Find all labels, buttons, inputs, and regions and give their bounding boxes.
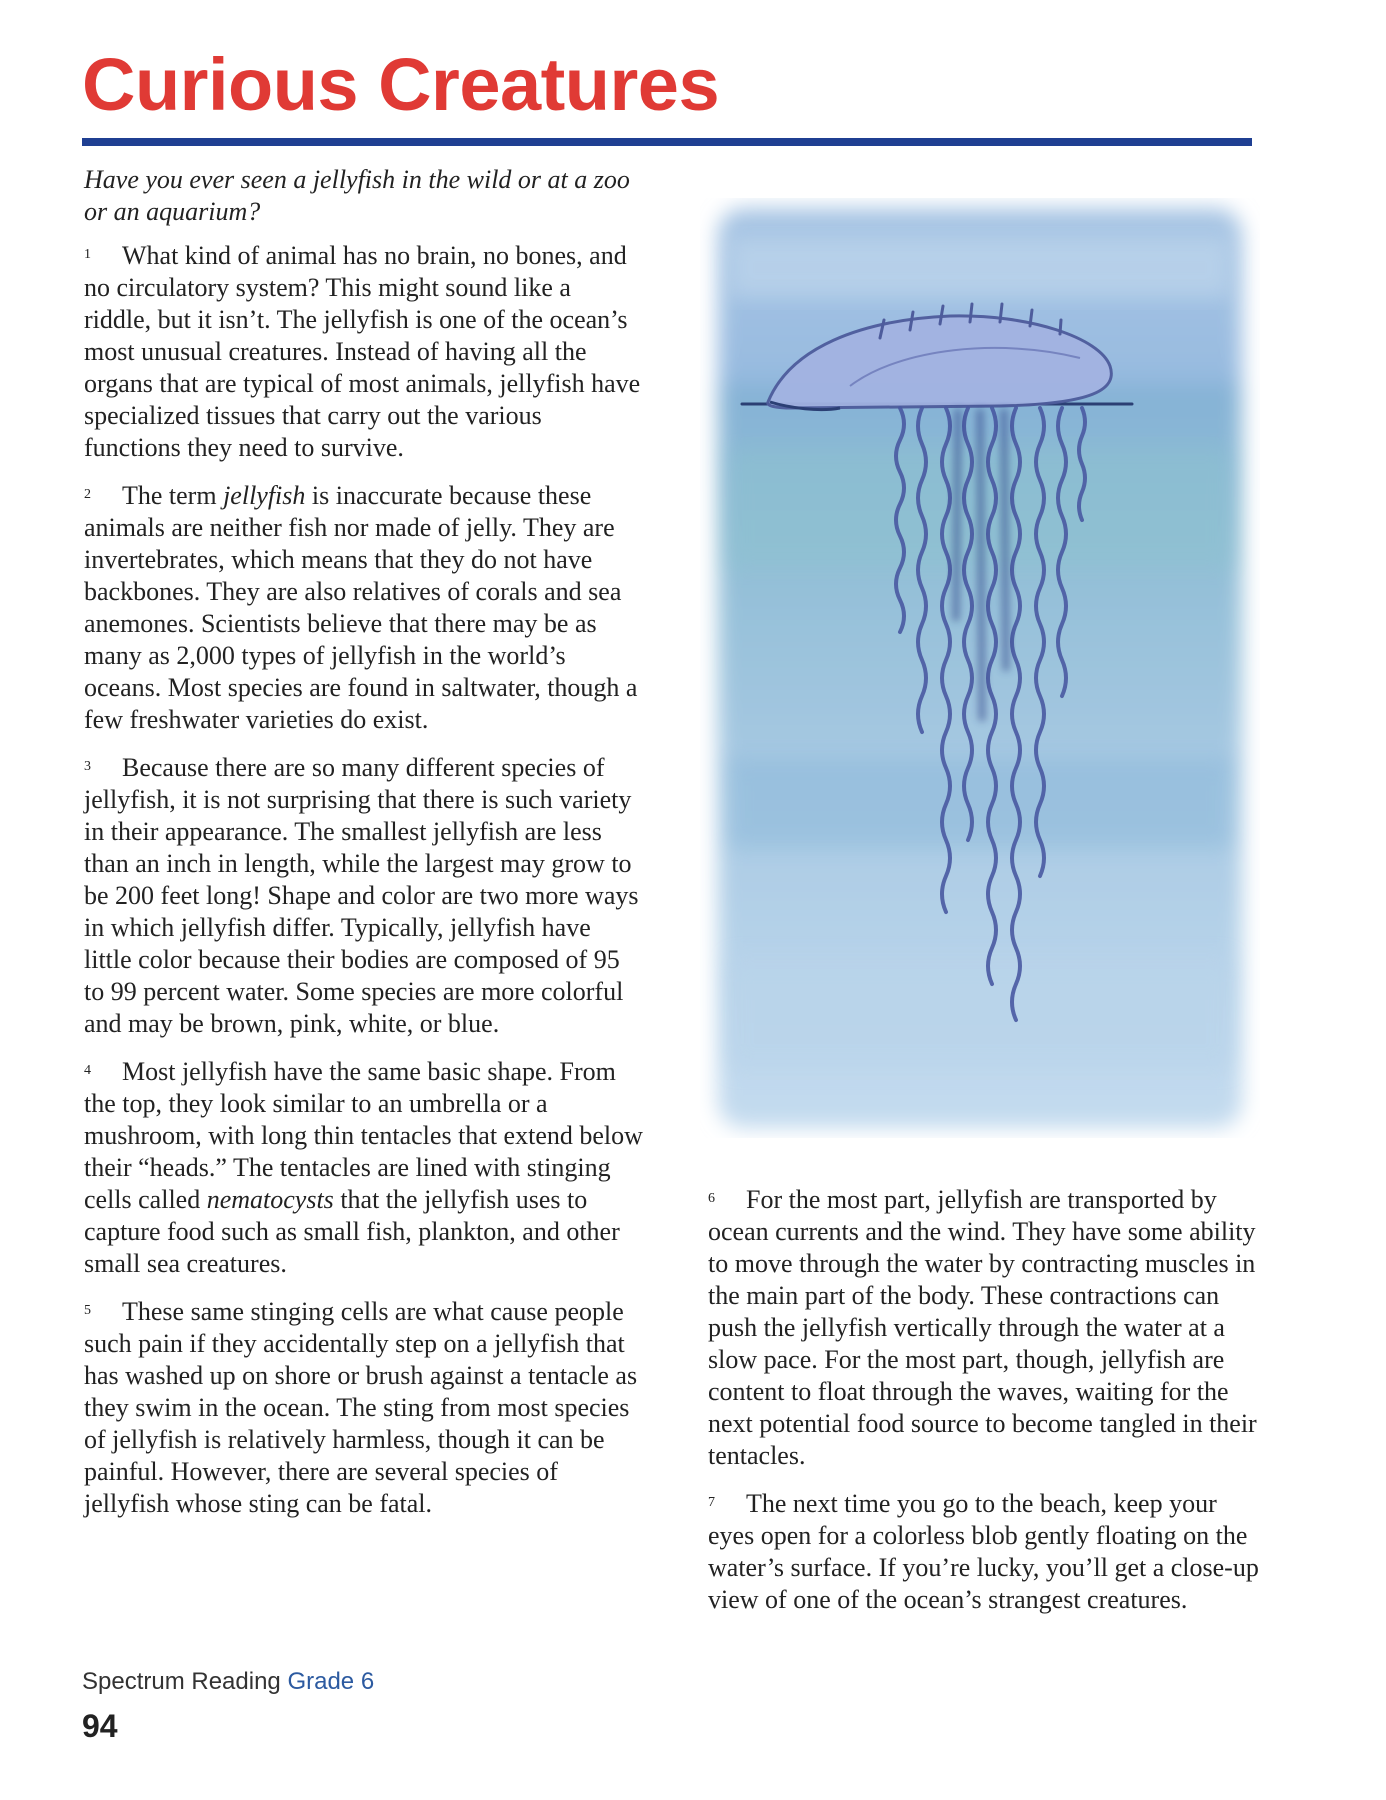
paragraph-6 bbox=[708, 1184, 1268, 1472]
paragraph-text: is inaccurate because these animals are neither fish nor made of jelly. They are invertebrates, which means that they do not have backbones. They are also relatives of corals and sea anemones. Scientists believe that there may be as many as 2,000 types of jellyfish in the world’s oceans. Most species are found in saltwater, though a few freshwater varieties do exist. bbox=[84, 481, 638, 734]
paragraph-number: 5 bbox=[84, 1303, 91, 1318]
paragraph-7 bbox=[708, 1488, 1268, 1616]
footer-series bbox=[82, 1668, 374, 1696]
jellyfish-illustration bbox=[700, 198, 1260, 1138]
page-title: Curious Creatures bbox=[82, 43, 720, 126]
page-number: 94 bbox=[82, 1708, 118, 1744]
paragraph-3 bbox=[84, 752, 644, 1040]
paragraph-5 bbox=[84, 1296, 644, 1520]
italic-term: jellyfish bbox=[223, 481, 306, 510]
paragraph-text: Most jellyfish have the same basic shape. From the top, they look similar to an umbrella or a mushroom, with long thin tentacles that extend below their “heads.” The tentacles are lined with stinging cells called bbox=[84, 1057, 643, 1214]
paragraph-2 bbox=[84, 480, 644, 736]
paragraph-number: 3 bbox=[84, 759, 91, 774]
paragraph-number: 4 bbox=[84, 1063, 91, 1078]
paragraph-number: 1 bbox=[84, 247, 91, 262]
paragraph-number: 6 bbox=[708, 1191, 715, 1206]
title-rule bbox=[82, 138, 1252, 146]
grade-label: Grade 6 bbox=[287, 1668, 375, 1695]
paragraph-text: Because there are so many different species of jellyfish, it is not surprising that there is such variety in their appearance. The smallest jellyfish are less than an inch in length, while the largest may grow to be 200 feet long! Shape and color are two more ways in which jellyfish differ. Typically, jellyfish have little color because their bodies are composed of 95 to 99 percent water. Some species are more colorful and may be brown, pink, white, or blue. bbox=[84, 753, 639, 1038]
paragraph-4 bbox=[84, 1056, 644, 1280]
left-column bbox=[84, 164, 644, 1536]
right-column bbox=[708, 1184, 1268, 1632]
paragraph-text: that the jellyfish uses to capture food such as small fish, plankton, and other small sea creatures. bbox=[84, 1185, 620, 1278]
paragraph-number: 7 bbox=[708, 1495, 715, 1510]
paragraph-text: These same stinging cells are what cause people such pain if they accidentally step on a jellyfish that has washed up on shore or brush against a tentacle as they swim in the ocean. The sting from most species of jellyfish is relatively harmless, though it can be painful. However, there are several species of jellyfish whose sting can be fatal. bbox=[84, 1297, 638, 1518]
paragraph-text: For the most part, jellyfish are transported by ocean currents and the wind. They have some ability to move through the water by contracting muscles in the main part of the body. These contractions can push the jellyfish vertically through the water at a slow pace. For the most part, though, jellyfish are content to float through the waves, waiting for the next potential food source to become tangled in their tentacles. bbox=[708, 1185, 1257, 1470]
italic-term: nematocysts bbox=[206, 1185, 334, 1214]
series-name: Spectrum Reading bbox=[82, 1668, 281, 1695]
paragraph-text: The next time you go to the beach, keep your eyes open for a colorless blob gently floating on the water’s surface. If you’re lucky, you’ll get a close-up view of one of the ocean’s strangest creatures. bbox=[708, 1489, 1259, 1614]
intro-question: Have you ever seen a jellyfish in the wild or at a zoo or an aquarium? bbox=[84, 165, 630, 226]
paragraph-1 bbox=[84, 240, 644, 464]
paragraph-number: 2 bbox=[84, 487, 91, 502]
paragraph-text: The term bbox=[122, 481, 224, 510]
paragraph-text: What kind of animal has no brain, no bones, and no circulatory system? This might sound like a riddle, but it isn’t. The jellyfish is one of the ocean’s most unusual creatures. Instead of having all the organs that are typical of most animals, jellyfish have specialized tissues that carry out the various functions they need to survive. bbox=[84, 241, 641, 462]
